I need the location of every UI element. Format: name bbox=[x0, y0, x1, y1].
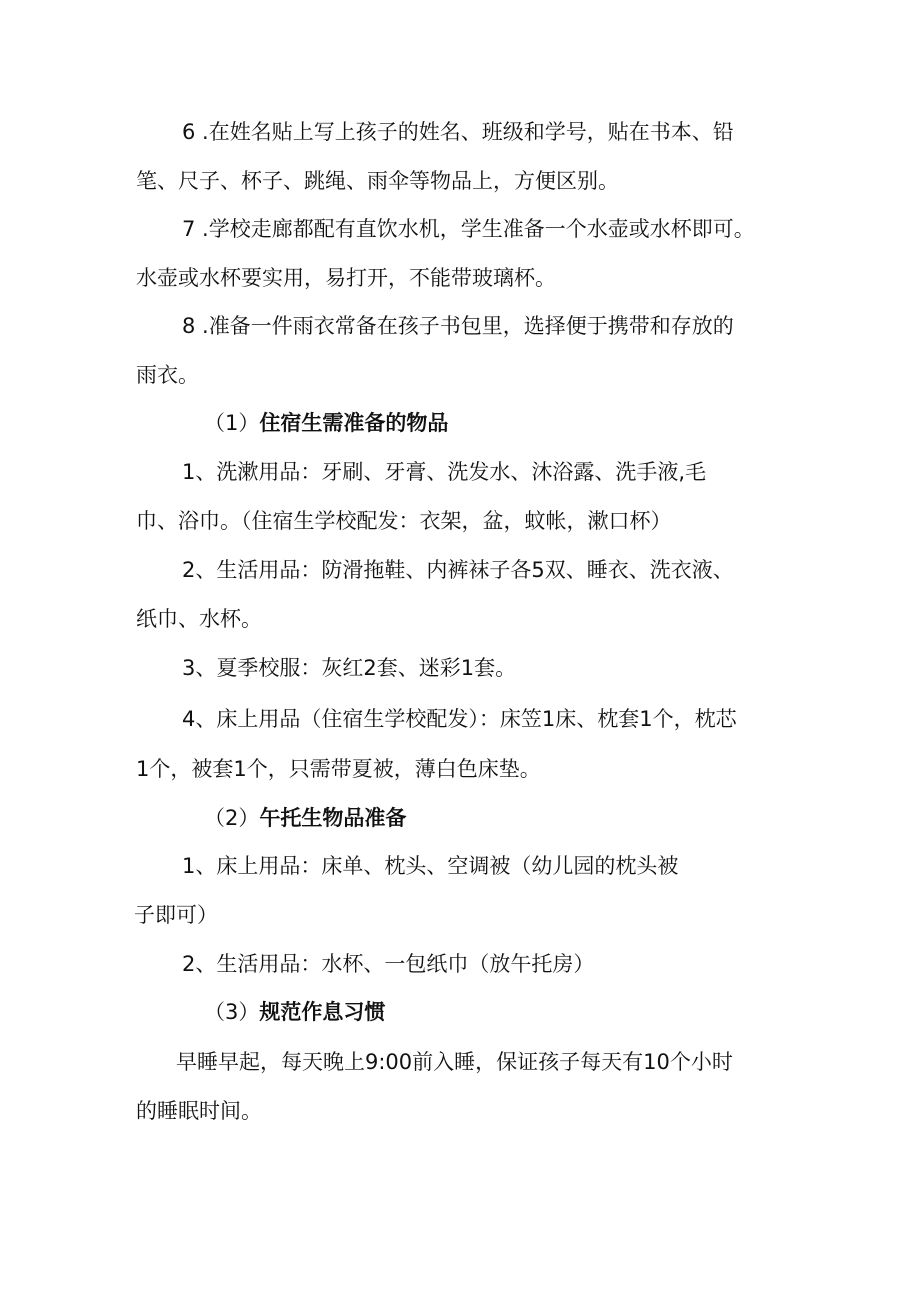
s1-item3-line1: 3、夏季校服：灰红2套、迷彩1套。 bbox=[182, 656, 517, 680]
section2-number: （2） bbox=[204, 806, 260, 830]
section2-heading bbox=[204, 804, 406, 832]
section3-number: （3） bbox=[204, 1000, 260, 1024]
s1-item4-line2: 1个，被套1个，只需带夏被，薄白色床垫。 bbox=[136, 757, 541, 781]
s2-item1-line2: 子即可） bbox=[134, 903, 218, 927]
section1-title: 住宿生需准备的物品 bbox=[259, 411, 449, 435]
s2-item2-line1: 2、生活用品：水杯、一包纸巾（放午托房） bbox=[182, 952, 595, 976]
s1-item2-line1: 2、生活用品：防滑拖鞋、内裤袜子各5双、睡衣、洗衣液、 bbox=[182, 558, 734, 582]
s3-para-line2: 的睡眠时间。 bbox=[136, 1099, 262, 1123]
section2-title: 午托生物品准备 bbox=[259, 806, 407, 830]
item8-line1: 8 .准备一件雨衣常备在孩子书包里，选择便于携带和存放的 bbox=[182, 314, 734, 338]
s1-item4-line1: 4、床上用品（住宿生学校配发）：床笠1床、枕套1个，枕芯 bbox=[182, 707, 737, 731]
s3-para-line1: 早睡早起，每天晚上9:00前入睡，保证孩子每天有10个小时 bbox=[176, 1050, 733, 1074]
item7-line2: 水壶或水杯要实用，易打开，不能带玻璃杯。 bbox=[136, 266, 556, 290]
item7-line1: 7 .学校走廊都配有直饮水机，学生准备一个水壶或水杯即可。 bbox=[182, 217, 755, 241]
section3-heading bbox=[204, 998, 385, 1026]
s2-item1-line1: 1、床上用品：床单、枕头、空调被（幼儿园的枕头被 bbox=[182, 854, 679, 878]
item6-line2: 笔、尺子、杯子、跳绳、雨伞等物品上，方便区别。 bbox=[136, 169, 619, 193]
s1-item2-line2: 纸巾、水杯。 bbox=[136, 607, 262, 631]
s1-item1-line1: 1、洗漱用品：牙刷、牙膏、洗发水、沐浴露、洗手液,毛 bbox=[182, 460, 707, 484]
section3-title: 规范作息习惯 bbox=[259, 1000, 386, 1024]
item8-line2: 雨衣。 bbox=[136, 363, 199, 387]
s1-item1-line2: 巾、浴巾。（住宿生学校配发：衣架，盆，蚊帐，漱口杯） bbox=[136, 509, 672, 533]
section1-number: （1） bbox=[204, 411, 260, 435]
section1-heading bbox=[204, 409, 448, 437]
item6-line1: 6 .在姓名贴上写上孩子的姓名、班级和学号，贴在书本、铅 bbox=[182, 120, 734, 144]
